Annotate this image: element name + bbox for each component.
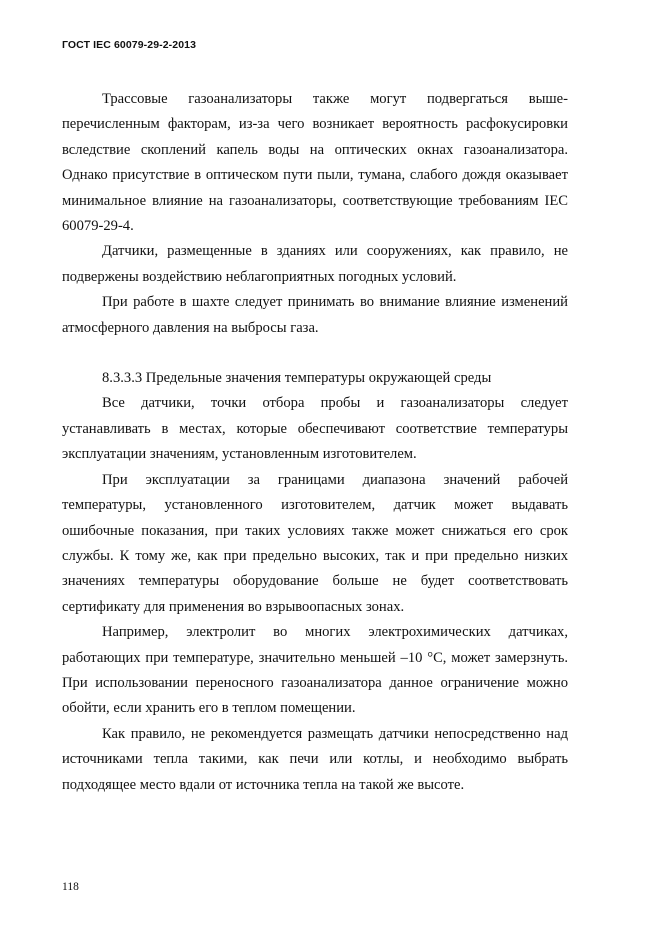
document-body <box>62 87 568 798</box>
paragraph-buildings: Датчики, размещенные в зданиях или сооружениях, как правило, не подвержены воздействию неблагоприятных погодных условий. <box>62 243 568 285</box>
paragraph-mine: При работе в шахте следует принимать во внимание влияние изменений атмосферного давления на выбросы газа. <box>62 294 568 336</box>
page-number: 118 <box>62 881 79 893</box>
paragraph-trace-analyzers: Трассовые газоанализаторы также могут подвергаться вышеперечисленным факторам, из-за чего возникает вероятность расфокусировки вследствие скоплений капель воды на оптических окнах газоанализатора. Однако присутствие в оптическом пути пыли, тумана, слабого дождя оказывает минимальное влияние на газоанализаторы, соответствующие требованиям IEC 60079-29-4. <box>62 91 568 235</box>
paragraph-heat-sources: Как правило, не рекомендуется размещать датчики непосредственно над источниками тепла такими, как печи или котлы, и необходимо выбрать подходящее место вдали от источника тепла на такой же высоте. <box>62 725 568 793</box>
paragraph-electrolyte: Например, электролит во многих электрохимических датчиках, работающих при температуре, значительно меньшей –10 °С, может замерзнуть. При использовании переносного газоанализатора данное ограничение можно обойти, если хранить его в теплом помещении. <box>62 624 568 717</box>
section-heading: 8.3.3.3 Предельные значения температуры окружающей среды <box>102 370 492 387</box>
paragraph-operating-range: При эксплуатации за границами диапазона значений рабочей температуры, установленного изготовителем, датчик может выдавать ошибочные показания, при таких условиях также может снижаться его срок службы. К тому же, как при предельно высоких, так и при предельно низких значениях температуры оборудование больше не будет соответствовать сертификату для применения во взрывоопасных зонах. <box>62 471 568 615</box>
paragraph-installation: Все датчики, точки отбора пробы и газоанализаторы следует устанавливать в местах, которые обеспечивают соответствие температуры эксплуатации значениям, установленным изготовителем. <box>62 395 568 463</box>
document-header: ГОСТ IEC 60079-29-2-2013 <box>62 39 197 51</box>
section-spacer <box>62 341 568 366</box>
